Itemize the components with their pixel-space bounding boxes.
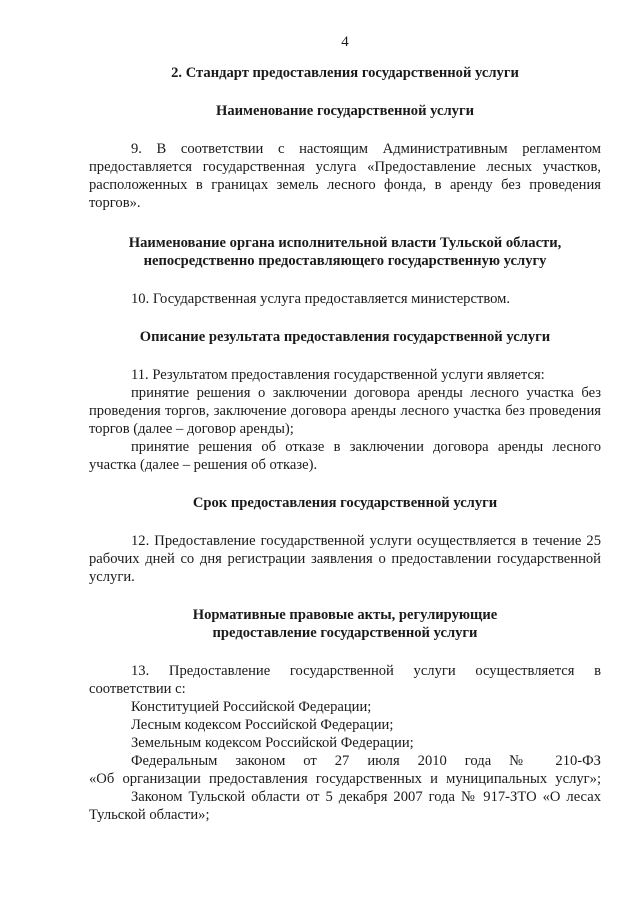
paragraph-13: 13. Предоставление государственной услуги осуществляется в соответствии с: (89, 663, 601, 697)
paragraph-10: 10. Государственная услуга предоставляется министерством. (131, 291, 511, 307)
section-title: 2. Стандарт предоставления государственной услуги (171, 65, 519, 81)
heading-authority-line1: Наименование органа исполнительной власти Тульской области, (128, 235, 562, 251)
law-210-line2: «Об организации предоставления государственных и муниципальных услуг»; (89, 771, 601, 787)
heading-result: Описание результата предоставления государственной услуги (139, 329, 551, 345)
list-item-constitution: Конституцией Российской Федерации; (131, 699, 372, 715)
list-item-forest-code: Лесным кодексом Российской Федерации; (131, 717, 394, 733)
heading-legal-acts-line2: предоставление государственной услуги (212, 625, 478, 641)
paragraph-11-item-a: принятие решения о заключении договора аренды лесного участка без проведения торгов, заключение договора аренды лесного участка без проведения торгов (далее – договор аренды); (89, 385, 601, 437)
heading-legal-acts-line1: Нормативные правовые акты, регулирующие (192, 607, 498, 623)
document-body (89, 64, 601, 824)
paragraph-9: 9. В соответствии с настоящим Административным регламентом предоставляется государственная услуга «Предоставление лесных участков, расположенных в границах земель лесного фонда, в аренду без проведения торгов». (89, 141, 601, 211)
heading-service-name: Наименование государственной услуги (216, 103, 474, 119)
list-item-land-code: Земельным кодексом Российской Федерации; (131, 735, 414, 751)
paragraph-11: 11. Результатом предоставления государственной услуги является: (131, 367, 545, 383)
heading-authority-line2: непосредственно предоставляющего государственную услугу (143, 253, 547, 269)
heading-term: Срок предоставления государственной услуги (192, 495, 498, 511)
paragraph-11-item-b: принятие решения об отказе в заключении договора аренды лесного участка (далее – решения об отказе). (89, 439, 601, 473)
paragraph-12: 12. Предоставление государственной услуги осуществляется в течение 25 рабочих дней со дня регистрации заявления о предоставлении государственной услуги. (89, 533, 601, 585)
law-210-line1: Федеральным законом от 27 июля 2010 года № 210-ФЗ (131, 753, 601, 769)
law-tula-forests: Законом Тульской области от 5 декабря 2007 года № 917-ЗТО «О лесах Тульской области»; (89, 789, 601, 823)
page-number: 4 (341, 34, 349, 50)
